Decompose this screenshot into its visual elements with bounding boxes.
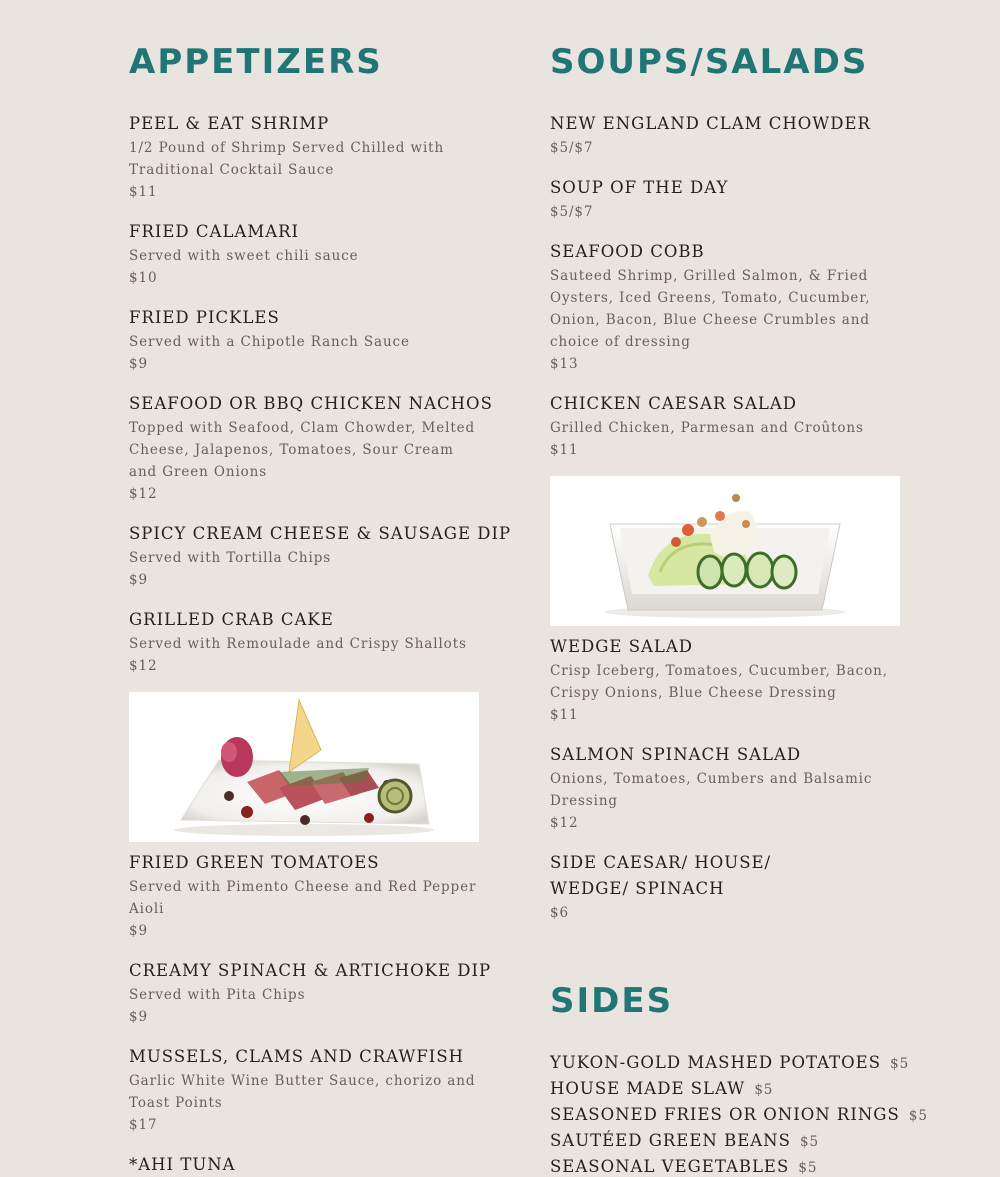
- item-name: GRILLED CRAB CAKE: [129, 610, 334, 629]
- item-price: $5/$7: [550, 140, 594, 156]
- menu-item: [129, 850, 481, 942]
- item-description: Served with sweet chili sauce: [129, 248, 359, 264]
- item-description: Served with Tortilla Chips: [129, 550, 332, 566]
- item-name: SEAFOOD OR BBQ CHICKEN NACHOS: [129, 394, 493, 413]
- menu-item: [129, 521, 512, 591]
- item-name: FRIED GREEN TOMATOES: [129, 853, 380, 872]
- side-item: [550, 1076, 773, 1103]
- side-price: $5: [890, 1056, 910, 1072]
- item-name: CHICKEN CAESAR SALAD: [550, 394, 798, 413]
- item-name: FRIED CALAMARI: [129, 222, 300, 241]
- menu-item: [129, 1044, 481, 1136]
- menu-item: [550, 239, 902, 375]
- menu-item: [129, 111, 481, 203]
- item-name: SOUP OF THE DAY: [550, 178, 729, 197]
- menu-item: [129, 958, 492, 1028]
- soups-salads-heading: SOUPS/SALADS: [550, 42, 869, 82]
- item-price: $11: [129, 184, 158, 200]
- menu-item: [129, 391, 493, 505]
- item-price: $5/$7: [550, 204, 594, 220]
- side-price: $5: [908, 1108, 928, 1124]
- item-description: Served with Pita Chips: [129, 987, 306, 1003]
- item-description: Garlic White Wine Butter Sauce, chorizo and Toast Points: [129, 1073, 476, 1111]
- menu-item: [129, 607, 481, 677]
- item-price: $11: [550, 707, 579, 723]
- item-description: Sauteed Shrimp, Grilled Salmon, & Fried Oysters, Iced Greens, Tomato, Cucumber, Onion, Bacon, Blue Cheese Crumbles and choice of dressing: [550, 268, 871, 350]
- item-price: $9: [129, 923, 148, 939]
- appetizer-photo: [129, 692, 479, 842]
- item-name: MUSSELS, CLAMS AND CRAWFISH: [129, 1047, 465, 1066]
- item-description: Served with a Chipotle Ranch Sauce: [129, 334, 410, 350]
- side-name: HOUSE MADE SLAW: [550, 1079, 746, 1098]
- item-name: FRIED PICKLES: [129, 308, 280, 327]
- menu-item: [550, 742, 902, 834]
- sides-heading: SIDES: [550, 981, 674, 1021]
- wedge-salad-bowl-icon: [550, 476, 900, 626]
- item-name: *AHI TUNA: [129, 1155, 236, 1174]
- item-name: SIDE CAESAR/ HOUSE/ WEDGE/ SPINACH: [550, 853, 772, 898]
- menu-item: [550, 391, 902, 461]
- side-item: [550, 1102, 928, 1129]
- item-price: $12: [129, 486, 158, 502]
- side-item: [550, 1050, 909, 1077]
- item-price: $11: [550, 442, 579, 458]
- item-description: Crisp Iceberg, Tomatoes, Cucumber, Bacon, Crispy Onions, Blue Cheese Dressing: [550, 663, 888, 701]
- side-item: [550, 1128, 819, 1155]
- item-price: $17: [129, 1117, 158, 1133]
- menu-item: [129, 305, 481, 375]
- menu-item: [550, 634, 902, 726]
- item-name: CREAMY SPINACH & ARTICHOKE DIP: [129, 961, 492, 980]
- item-name: PEEL & EAT SHRIMP: [129, 114, 330, 133]
- side-item: [550, 1154, 817, 1177]
- side-name: YUKON-GOLD MASHED POTATOES: [550, 1053, 882, 1072]
- item-price: $10: [129, 270, 158, 286]
- item-name: WEDGE SALAD: [550, 637, 694, 656]
- item-name: SPICY CREAM CHEESE & SAUSAGE DIP: [129, 524, 512, 543]
- appetizers-heading: APPETIZERS: [129, 42, 383, 82]
- item-price: $9: [129, 356, 148, 372]
- item-price: $12: [550, 815, 579, 831]
- item-price: $9: [129, 572, 148, 588]
- item-name: SALMON SPINACH SALAD: [550, 745, 802, 764]
- menu-item: [129, 219, 481, 289]
- item-description: Onions, Tomatoes, Cumbers and Balsamic Dressing: [550, 771, 873, 809]
- item-description: Topped with Seafood, Clam Chowder, Melted Cheese, Jalapenos, Tomatoes, Sour Cream and Green Onions: [129, 420, 476, 480]
- item-description: Served with Pimento Cheese and Red Pepper Aioli: [129, 879, 477, 917]
- side-price: $5: [798, 1160, 818, 1176]
- side-name: SAUTÉED GREEN BEANS: [550, 1131, 791, 1150]
- menu-item: [550, 111, 902, 159]
- item-description: Grilled Chicken, Parmesan and Croûtons: [550, 420, 864, 436]
- salad-photo: [550, 476, 900, 626]
- item-description: Served with Remoulade and Crispy Shallots: [129, 636, 467, 652]
- item-price: $9: [129, 1009, 148, 1025]
- item-name: NEW ENGLAND CLAM CHOWDER: [550, 114, 871, 133]
- item-price: $13: [550, 356, 579, 372]
- item-name: SEAFOOD COBB: [550, 242, 705, 261]
- item-description: 1/2 Pound of Shrimp Served Chilled with Traditional Cocktail Sauce: [129, 140, 445, 178]
- side-name: SEASONED FRIES OR ONION RINGS: [550, 1105, 900, 1124]
- side-price: $5: [754, 1082, 774, 1098]
- menu-item: [550, 175, 902, 223]
- seared-ahi-tuna-plate-icon: [129, 692, 479, 842]
- menu-item: [550, 850, 850, 924]
- side-name: SEASONAL VEGETABLES: [550, 1157, 790, 1176]
- menu-item: [129, 1152, 481, 1177]
- side-price: $5: [800, 1134, 819, 1150]
- item-price: $6: [550, 905, 569, 921]
- item-price: $12: [129, 658, 158, 674]
